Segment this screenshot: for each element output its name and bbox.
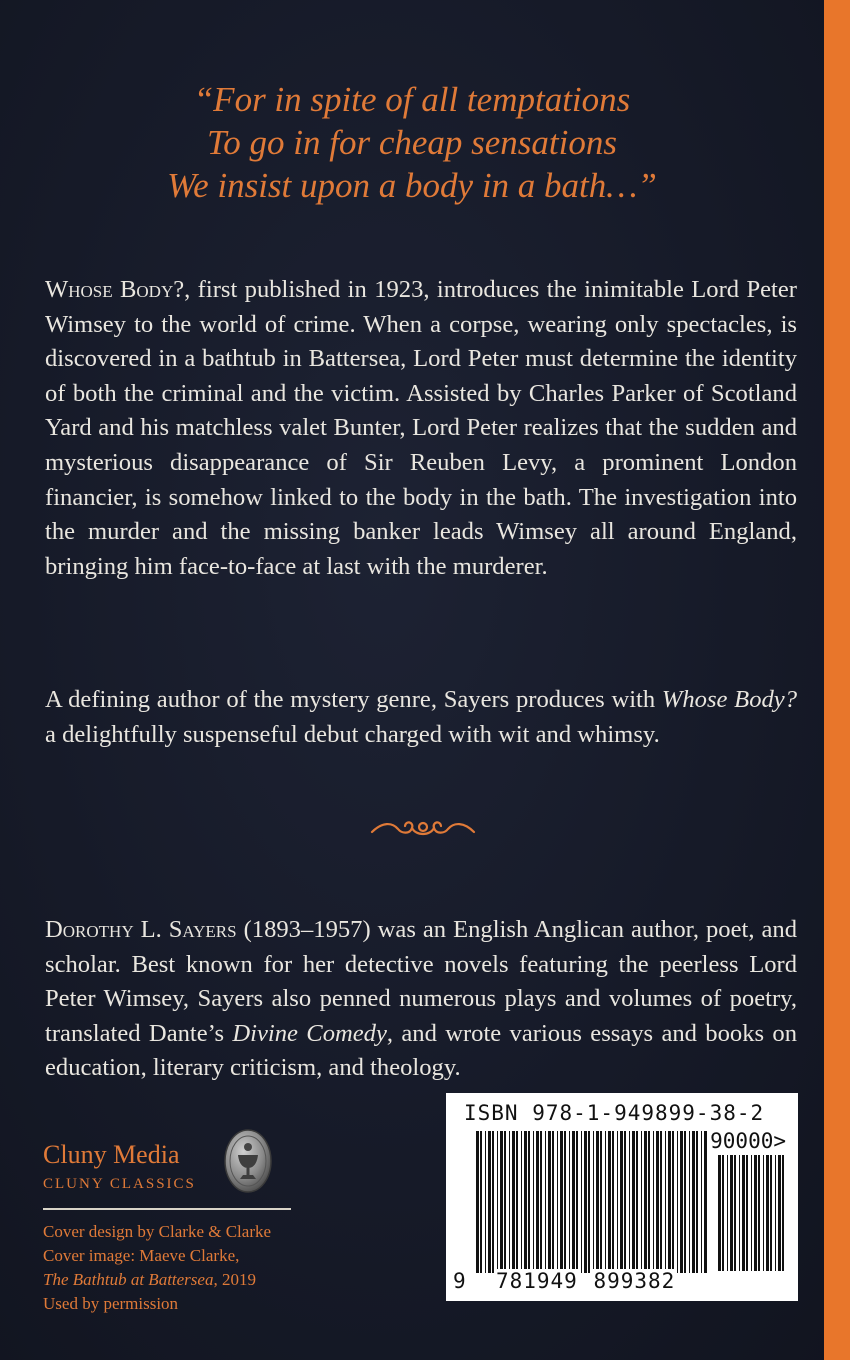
- divider-line: [43, 1208, 291, 1210]
- barcode-bar: [665, 1131, 666, 1273]
- barcode-bar: [696, 1131, 698, 1273]
- isbn-label: ISBN 978-1-949899-38-2: [464, 1101, 765, 1125]
- barcode-bar: [636, 1131, 638, 1273]
- barcode-bar: [672, 1131, 674, 1273]
- praise-text: a delightfully suspenseful debut charged with wit and whimsy.: [45, 720, 660, 748]
- chalice-seal-icon: [223, 1128, 273, 1194]
- barcode-bar: [730, 1155, 733, 1271]
- barcode-bar: [596, 1131, 599, 1273]
- barcode-bar: [600, 1131, 602, 1273]
- barcode-bar: [540, 1131, 542, 1273]
- barcode-bar: [488, 1131, 491, 1273]
- barcode-bar: [653, 1131, 654, 1273]
- barcode-bar: [727, 1155, 728, 1271]
- author-bio-paragraph: [45, 913, 797, 1086]
- praise-paragraph: [45, 683, 797, 752]
- barcode-bar: [476, 1131, 479, 1273]
- barcode-bar: [524, 1131, 527, 1273]
- epigraph-line: To go in for cheap sensations: [207, 123, 617, 162]
- barcode-bar: [509, 1131, 510, 1273]
- price-code: 90000>: [710, 1129, 786, 1153]
- praise-text: A defining author of the mystery genre, Sayers produces with: [45, 686, 662, 713]
- barcode-bar: [584, 1131, 587, 1273]
- epigraph: [0, 78, 824, 207]
- cover-design-credit: Cover design by Clarke & Clarke: [43, 1222, 272, 1241]
- barcode-bar: [557, 1131, 558, 1273]
- barcode-bar: [644, 1131, 647, 1273]
- barcode-bar: [754, 1155, 757, 1271]
- barcode-bar: [533, 1131, 534, 1273]
- barcode-bar: [536, 1131, 539, 1273]
- barcode-bar: [552, 1131, 554, 1273]
- barcode-bar: [660, 1131, 662, 1273]
- barcode-bar: [576, 1131, 578, 1273]
- artwork-credit: [43, 1268, 271, 1292]
- author-name: Dorothy L. Sayers: [45, 916, 237, 943]
- barcode-bar: [521, 1131, 522, 1273]
- artwork-year: , 2019: [213, 1270, 256, 1289]
- ean-first-digit: 9: [453, 1269, 467, 1293]
- barcode-bar: [766, 1155, 769, 1271]
- barcode-bar: [564, 1131, 566, 1273]
- barcode-bar: [629, 1131, 630, 1273]
- barcode-bar: [605, 1131, 606, 1273]
- barcode-bar: [677, 1131, 678, 1273]
- artwork-title: The Bathtub at Battersea: [43, 1270, 214, 1289]
- barcode-bar: [528, 1131, 530, 1273]
- barcode-bar: [612, 1131, 614, 1273]
- barcode-bar: [758, 1155, 760, 1271]
- barcode-bar: [641, 1131, 642, 1273]
- imprint-name: CLUNY CLASSICS: [43, 1176, 196, 1192]
- cover-credits: [43, 1220, 271, 1316]
- barcode-bar: [497, 1131, 498, 1273]
- barcode-bar: [632, 1131, 635, 1273]
- barcode-bar: [581, 1131, 582, 1273]
- barcode-bar: [608, 1131, 611, 1273]
- barcode-bar: [548, 1131, 551, 1273]
- barcode-bar: [775, 1155, 776, 1271]
- orange-edge-stripe: [824, 0, 850, 1360]
- barcode-bar: [692, 1131, 695, 1273]
- barcode-bar: [516, 1131, 518, 1273]
- ean-left-group: 781949: [495, 1269, 578, 1293]
- barcode-bar: [751, 1155, 752, 1271]
- book-title-italic: Whose Body?: [661, 686, 797, 713]
- barcode-bar: [504, 1131, 506, 1273]
- barcode-bar: [704, 1131, 707, 1273]
- barcode-bar: [500, 1131, 503, 1273]
- ean-right-group: 899382: [593, 1269, 676, 1293]
- barcode-bar: [624, 1131, 626, 1273]
- barcode-bar: [718, 1155, 721, 1271]
- bio-text: , and wrote various essays and books on education, literary criticism, and theology.: [45, 1019, 797, 1082]
- barcode-bar: [656, 1131, 659, 1273]
- work-title-italic: Divine Comedy: [232, 1019, 387, 1047]
- barcode-bar: [680, 1131, 683, 1273]
- barcode-bar: [492, 1131, 494, 1273]
- book-title: Whose Body?: [45, 276, 185, 303]
- barcode-bar: [648, 1131, 650, 1273]
- barcode-bar: [617, 1131, 618, 1273]
- flourish-ornament-icon: [368, 812, 478, 846]
- barcode-bar: [684, 1131, 686, 1273]
- barcode-bar: [782, 1155, 784, 1271]
- barcode-bar: [572, 1131, 575, 1273]
- barcode-bar: [739, 1155, 740, 1271]
- barcode-bar: [593, 1131, 594, 1273]
- barcode-bar: [588, 1131, 590, 1273]
- synopsis-paragraph: [45, 273, 797, 584]
- barcode-bar: [742, 1155, 745, 1271]
- barcode-bar: [746, 1155, 748, 1271]
- barcode-bar: [689, 1131, 690, 1273]
- barcode-bar: [545, 1131, 546, 1273]
- publisher-name: Cluny Media: [43, 1140, 180, 1169]
- synopsis-text: , first published in 1923, introduces the inimitable Lord Peter Wimsey to the world of crime. When a corpse, wearing only spectacles, is discovered in a bathtub in Battersea, Lord Peter must determine the identity of both the criminal and the victim. Assisted by Charles Parker of Scotland Yard and his matchless valet Bunter, Lord Peter realizes that the sudden and mysterious disappearance of Sir Reuben Levy, a prominent London financier, is somehow linked to the body in the bath. The investigation into the murder and the missing banker leads Wimsey all around England, bringing him face-to-face at last with the murderer.: [45, 276, 797, 580]
- barcode-bar: [734, 1155, 736, 1271]
- barcode-box: [446, 1093, 798, 1301]
- ean-digits: [452, 1269, 792, 1293]
- barcode-bar: [620, 1131, 623, 1273]
- barcode-bar: [668, 1131, 671, 1273]
- barcode-bar: [722, 1155, 724, 1271]
- cover-image-credit: Cover image: Maeve Clarke,: [43, 1246, 240, 1265]
- barcode-bar: [480, 1131, 482, 1273]
- bio-text: (1893–1957) was an English Anglican author, poet, and scholar. Best known for her detective novels featuring the peerless Lord Peter Wimsey, Sayers also penned numerous plays and volumes of poetry, translated Dante’s: [45, 916, 797, 1047]
- epigraph-line: “For in spite of all temptations: [193, 80, 631, 119]
- epigraph-line: We insist upon a body in a bath…”: [167, 166, 657, 205]
- barcode-bar: [512, 1131, 515, 1273]
- permission-note: Used by permission: [43, 1294, 179, 1313]
- barcode-bar: [569, 1131, 570, 1273]
- barcode-bar: [485, 1131, 486, 1273]
- barcode-bar: [770, 1155, 772, 1271]
- barcode-bar: [778, 1155, 781, 1271]
- barcode-bar: [701, 1131, 702, 1273]
- barcode-bar: [763, 1155, 764, 1271]
- barcode-bar: [560, 1131, 563, 1273]
